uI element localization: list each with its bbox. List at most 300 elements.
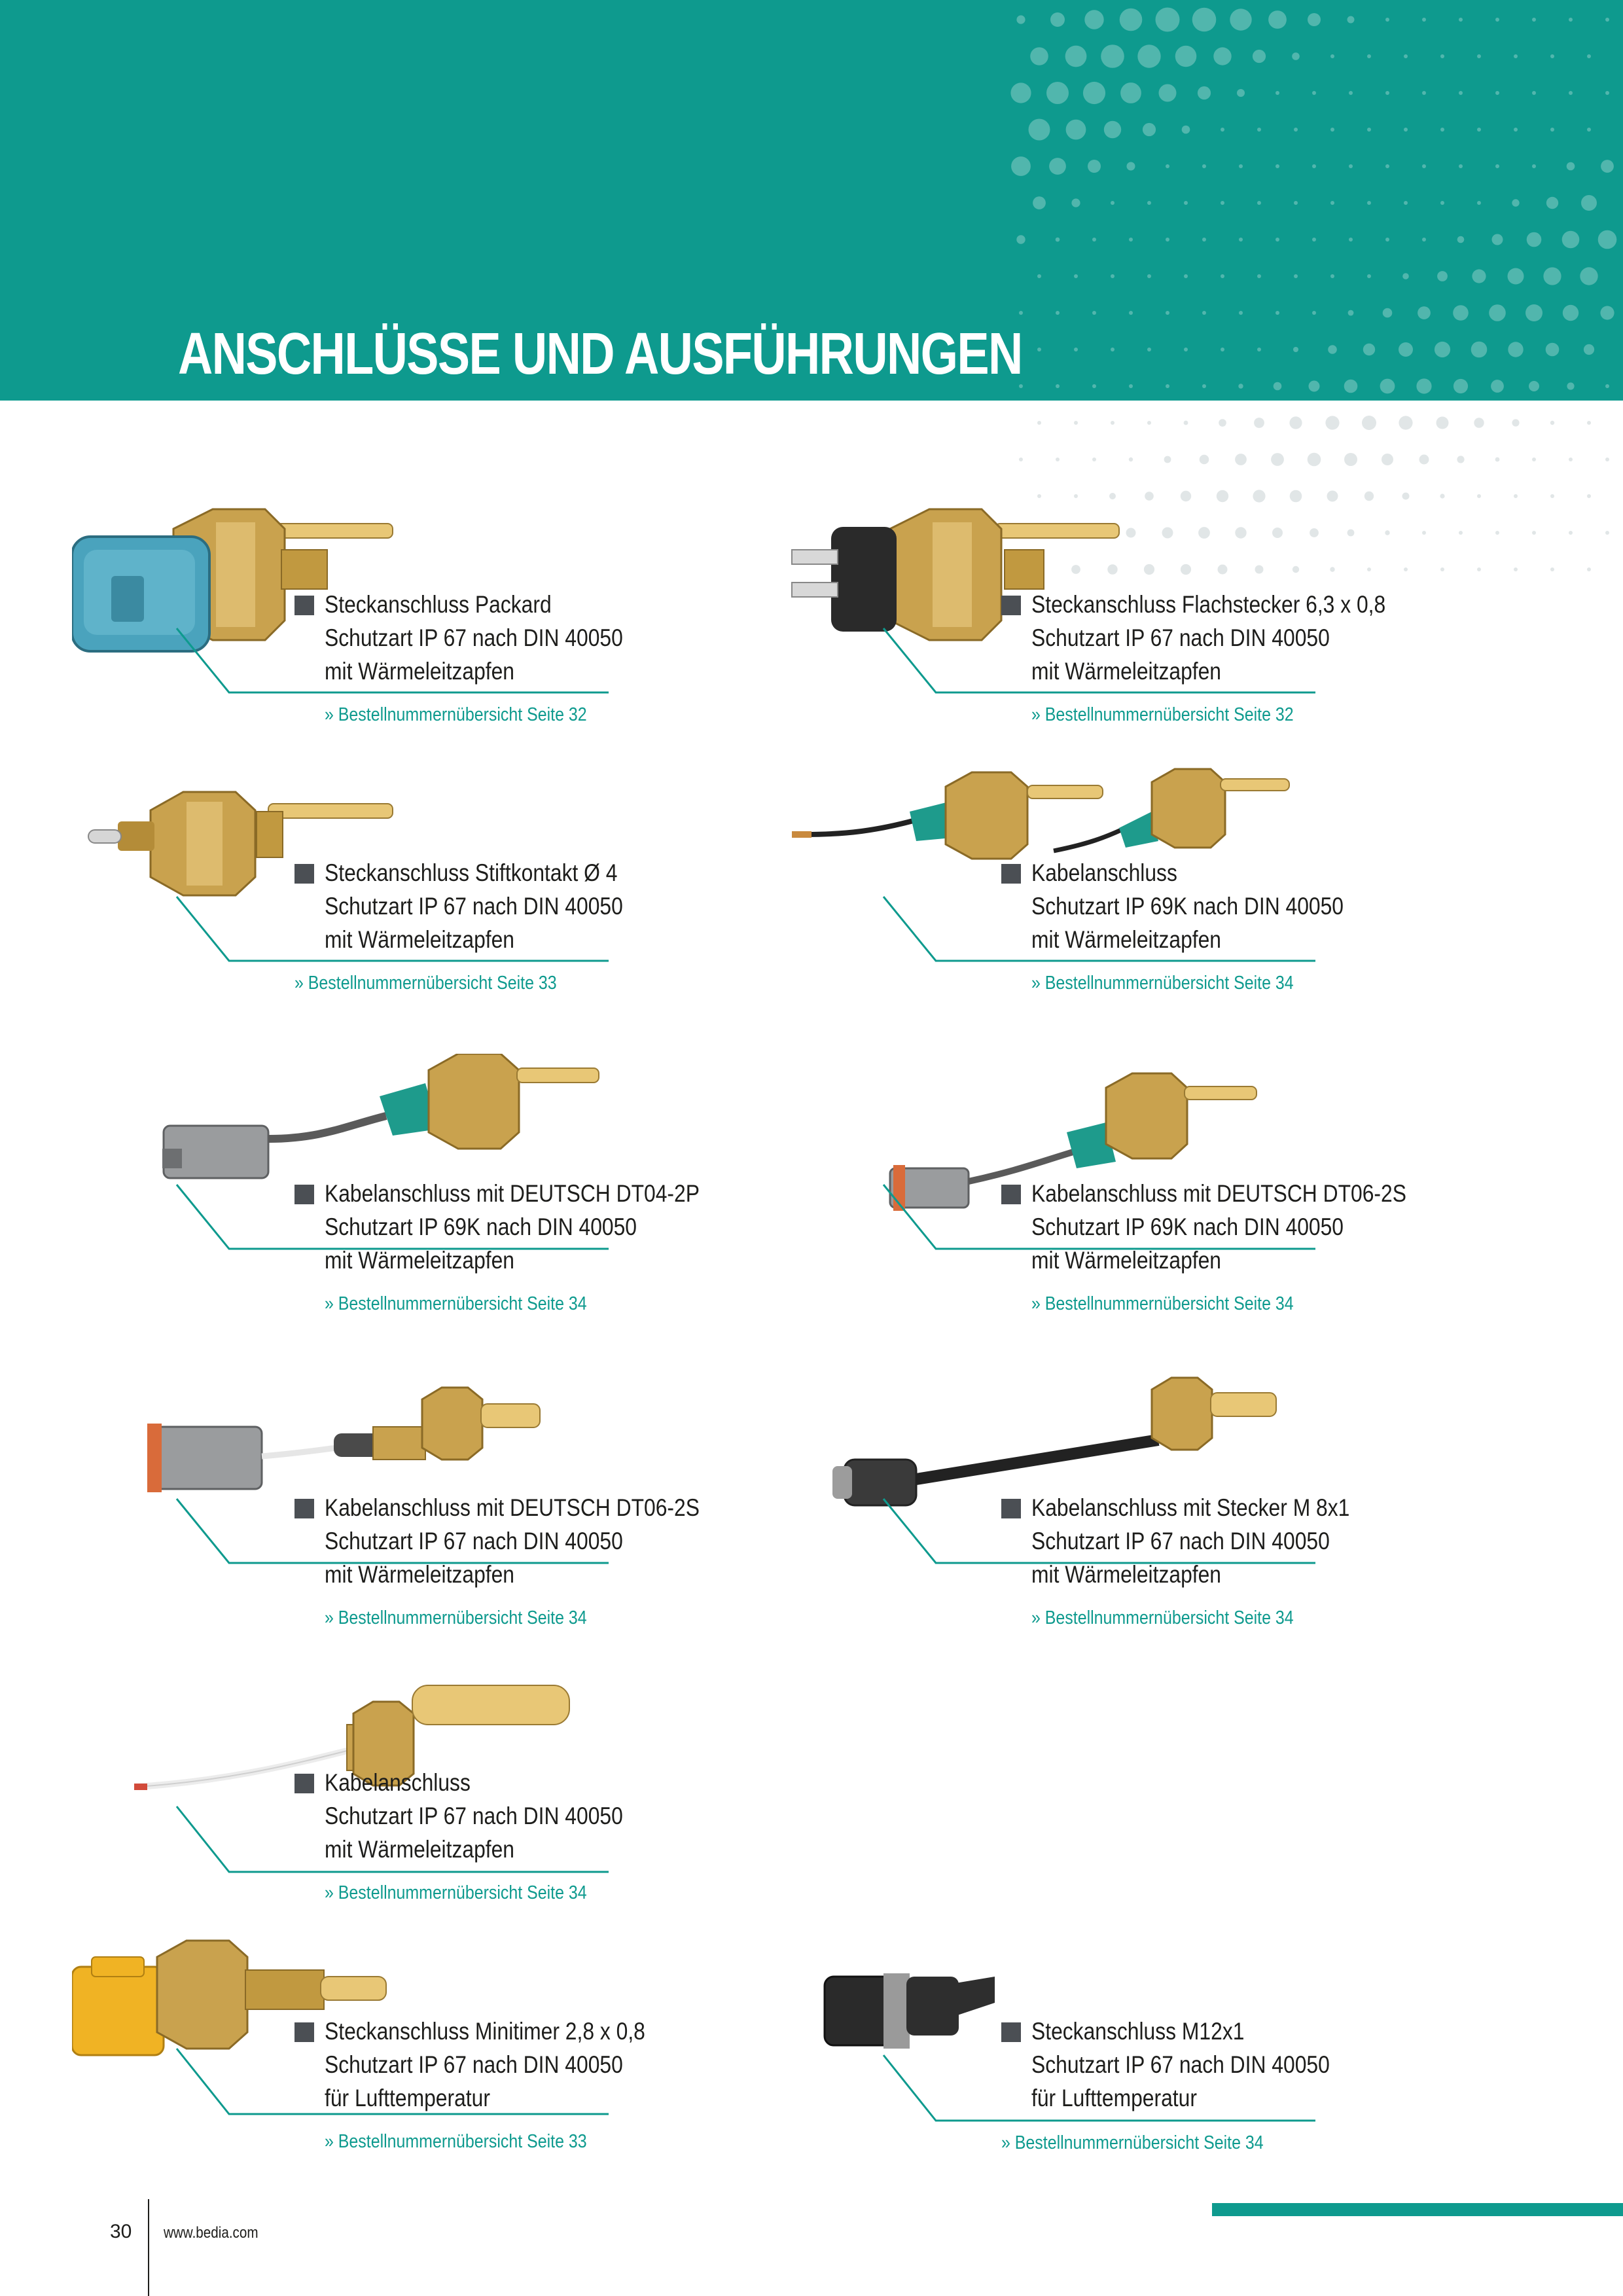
halftone-dot bbox=[1274, 382, 1282, 391]
halftone-dot bbox=[1605, 457, 1609, 461]
halftone-dot bbox=[1330, 54, 1334, 58]
halftone-dot bbox=[1019, 457, 1023, 461]
halftone-dot bbox=[1056, 311, 1060, 315]
halftone-dot bbox=[1550, 54, 1554, 58]
halftone-dot bbox=[1016, 235, 1025, 243]
halftone-dot bbox=[1202, 384, 1206, 388]
halftone-dot bbox=[1532, 531, 1536, 535]
halftone-dot bbox=[1083, 82, 1105, 104]
halftone-dot bbox=[1367, 274, 1371, 278]
halftone-dot bbox=[1598, 230, 1617, 249]
halftone-dot bbox=[1404, 54, 1408, 58]
item-title: Kabelanschluss mit Stecker M 8x1 bbox=[1031, 1494, 1350, 1521]
item-detail: mit Wärmeleitzapfen bbox=[1031, 1247, 1222, 1274]
halftone-dot bbox=[1600, 306, 1614, 319]
halftone-dot bbox=[1344, 380, 1358, 393]
halftone-dot bbox=[1166, 164, 1169, 168]
bullet-square bbox=[294, 1185, 314, 1204]
halftone-dot bbox=[1294, 201, 1298, 205]
halftone-dot bbox=[1147, 421, 1151, 425]
item-description bbox=[325, 588, 623, 688]
halftone-dot bbox=[1363, 344, 1375, 355]
product-item bbox=[779, 497, 1499, 772]
halftone-dot bbox=[1200, 455, 1209, 465]
product-item bbox=[779, 1054, 1499, 1329]
item-detail: für Lufttemperatur bbox=[325, 2085, 490, 2111]
item-detail: mit Wärmeleitzapfen bbox=[325, 1247, 515, 1274]
item-title: Steckanschluss M12x1 bbox=[1031, 2018, 1245, 2045]
product-item bbox=[72, 1649, 792, 1924]
item-protection: Schutzart IP 67 nach DIN 40050 bbox=[1031, 624, 1330, 651]
halftone-dot bbox=[1440, 54, 1444, 58]
bullet-square bbox=[294, 1774, 314, 1793]
halftone-dot bbox=[1275, 91, 1279, 95]
halftone-dot bbox=[1111, 421, 1115, 425]
halftone-dot bbox=[1399, 342, 1413, 357]
order-reference-link[interactable]: » Bestellnummernübersicht Seite 34 bbox=[1031, 973, 1294, 994]
halftone-dot bbox=[1527, 232, 1542, 247]
halftone-dot bbox=[1312, 238, 1316, 242]
bullet-square bbox=[1001, 1499, 1021, 1518]
halftone-dot bbox=[1120, 9, 1143, 31]
halftone-dot bbox=[1071, 198, 1080, 207]
halftone-dot bbox=[1230, 9, 1251, 30]
halftone-dot bbox=[1253, 50, 1266, 63]
halftone-dot bbox=[1454, 379, 1468, 393]
halftone-dot bbox=[1514, 567, 1518, 571]
order-reference-link[interactable]: » Bestellnummernübersicht Seite 32 bbox=[325, 704, 587, 725]
page-number: 30 bbox=[110, 2221, 132, 2242]
halftone-dot bbox=[1037, 348, 1041, 351]
halftone-dot bbox=[1202, 238, 1206, 242]
item-detail: für Lufttemperatur bbox=[1031, 2085, 1197, 2111]
halftone-dot bbox=[1543, 267, 1561, 285]
halftone-dot bbox=[1330, 201, 1334, 205]
halftone-dot bbox=[1495, 18, 1499, 22]
bullet-square bbox=[1001, 864, 1021, 884]
halftone-dot bbox=[1440, 128, 1444, 132]
halftone-dot bbox=[1016, 15, 1025, 24]
halftone-dot bbox=[1587, 421, 1591, 425]
halftone-dot bbox=[1088, 160, 1101, 173]
halftone-dot bbox=[1569, 18, 1573, 22]
halftone-dot bbox=[1120, 82, 1141, 103]
halftone-dot bbox=[1019, 311, 1023, 315]
halftone-dot bbox=[1508, 342, 1523, 357]
item-title: Steckanschluss Minitimer 2,8 x 0,8 bbox=[325, 2018, 645, 2045]
halftone-dot bbox=[1605, 384, 1609, 388]
halftone-dot bbox=[1330, 128, 1334, 132]
halftone-dot bbox=[1221, 201, 1224, 205]
halftone-dot bbox=[1471, 342, 1488, 358]
item-title: Kabelanschluss mit DEUTSCH DT04-2P bbox=[325, 1180, 700, 1207]
halftone-dot bbox=[1294, 128, 1298, 132]
footer-accent-bar bbox=[1212, 2203, 1623, 2216]
halftone-dot bbox=[1037, 421, 1041, 425]
halftone-dot bbox=[1137, 45, 1160, 67]
item-description bbox=[1031, 1491, 1349, 1591]
halftone-dot bbox=[1159, 84, 1177, 102]
halftone-dot bbox=[1221, 128, 1224, 132]
halftone-dot bbox=[1569, 457, 1573, 461]
halftone-dot bbox=[1532, 457, 1536, 461]
halftone-dot bbox=[1257, 274, 1261, 278]
halftone-dot bbox=[1049, 158, 1066, 175]
product-item bbox=[72, 1368, 792, 1643]
item-title: Steckanschluss Packard bbox=[325, 591, 552, 618]
halftone-dot bbox=[1074, 274, 1078, 278]
halftone-dot bbox=[1308, 13, 1321, 26]
halftone-dot bbox=[1056, 384, 1060, 388]
halftone-dot bbox=[1092, 311, 1096, 315]
halftone-dot bbox=[1349, 164, 1353, 168]
bullet-square bbox=[1001, 2022, 1021, 2042]
halftone-dot bbox=[1033, 196, 1046, 209]
halftone-dot bbox=[1550, 421, 1554, 425]
halftone-dot bbox=[1101, 45, 1124, 68]
halftone-dot bbox=[1512, 419, 1519, 426]
halftone-dot bbox=[1092, 238, 1096, 242]
halftone-dot bbox=[1293, 347, 1298, 352]
halftone-dot bbox=[1011, 156, 1031, 176]
halftone-dot bbox=[1202, 311, 1206, 315]
halftone-dot bbox=[1175, 46, 1197, 67]
halftone-dot bbox=[1605, 18, 1609, 22]
halftone-dot bbox=[1532, 18, 1536, 22]
halftone-dot bbox=[1380, 379, 1395, 394]
halftone-dot bbox=[1489, 304, 1506, 321]
halftone-dot bbox=[1129, 238, 1133, 242]
item-protection: Schutzart IP 67 nach DIN 40050 bbox=[1031, 2051, 1330, 2078]
halftone-dot bbox=[1457, 236, 1465, 243]
item-detail: mit Wärmeleitzapfen bbox=[325, 1561, 515, 1588]
halftone-dot bbox=[1312, 164, 1316, 168]
halftone-dot bbox=[1238, 384, 1243, 388]
bullet-square bbox=[294, 596, 314, 615]
bullet-square bbox=[1001, 596, 1021, 615]
halftone-dot bbox=[1066, 120, 1086, 140]
item-detail: mit Wärmeleitzapfen bbox=[325, 926, 515, 953]
order-reference-link[interactable]: » Bestellnummernübersicht Seite 34 bbox=[325, 1293, 587, 1314]
halftone-dot bbox=[1418, 306, 1431, 319]
halftone-dot bbox=[1312, 91, 1316, 95]
halftone-dot bbox=[1010, 82, 1031, 103]
halftone-dot bbox=[1348, 310, 1354, 316]
order-reference-link[interactable]: » Bestellnummernübersicht Seite 34 bbox=[325, 1882, 587, 1903]
item-detail: mit Wärmeleitzapfen bbox=[1031, 926, 1222, 953]
order-reference-link[interactable]: » Bestellnummernübersicht Seite 34 bbox=[1031, 1607, 1294, 1628]
item-protection: Schutzart IP 67 nach DIN 40050 bbox=[325, 1528, 623, 1554]
halftone-dot bbox=[1546, 197, 1558, 209]
halftone-dot bbox=[1457, 456, 1464, 463]
item-title: Kabelanschluss mit DEUTSCH DT06-2S bbox=[1031, 1180, 1406, 1207]
halftone-dot bbox=[1166, 311, 1169, 315]
halftone-dot bbox=[1289, 416, 1302, 429]
halftone-dot bbox=[1367, 54, 1371, 58]
item-protection: Schutzart IP 67 nach DIN 40050 bbox=[325, 1803, 623, 1829]
halftone-dot bbox=[1111, 201, 1115, 205]
bullet-square bbox=[294, 2022, 314, 2042]
halftone-dot bbox=[1422, 91, 1426, 95]
halftone-dot bbox=[1347, 16, 1355, 24]
halftone-dot bbox=[1239, 238, 1243, 242]
halftone-dot bbox=[1312, 311, 1316, 315]
halftone-dot bbox=[1294, 274, 1298, 278]
halftone-dot bbox=[1422, 164, 1426, 168]
halftone-dot bbox=[1383, 308, 1393, 318]
halftone-dot bbox=[1367, 201, 1371, 205]
halftone-dot bbox=[1367, 128, 1371, 132]
halftone-dot bbox=[1385, 238, 1389, 242]
order-reference-link[interactable]: » Bestellnummernübersicht Seite 33 bbox=[294, 973, 557, 994]
item-detail: mit Wärmeleitzapfen bbox=[1031, 658, 1222, 685]
halftone-dot bbox=[1275, 238, 1279, 242]
halftone-dot bbox=[1309, 381, 1320, 392]
halftone-dot bbox=[1308, 453, 1321, 467]
halftone-dot bbox=[1587, 567, 1591, 571]
halftone-dot bbox=[1385, 164, 1389, 168]
halftone-dot bbox=[1164, 456, 1171, 463]
halftone-dot bbox=[1399, 416, 1412, 429]
halftone-dot bbox=[1529, 381, 1539, 391]
halftone-dot bbox=[1474, 418, 1484, 427]
item-protection: Schutzart IP 67 nach DIN 40050 bbox=[325, 624, 623, 651]
halftone-dot bbox=[1065, 46, 1087, 67]
item-description bbox=[1031, 1177, 1406, 1277]
item-title: Steckanschluss Flachstecker 6,3 x 0,8 bbox=[1031, 591, 1386, 618]
item-description bbox=[325, 856, 623, 956]
halftone-dot bbox=[1221, 274, 1224, 278]
halftone-dot bbox=[1562, 231, 1580, 249]
halftone-dot bbox=[1508, 268, 1524, 285]
halftone-dot bbox=[1198, 86, 1211, 99]
halftone-dot bbox=[1239, 164, 1243, 168]
item-title: Kabelanschluss bbox=[325, 1769, 471, 1796]
item-title: Steckanschluss Stiftkontakt Ø 4 bbox=[325, 859, 618, 886]
halftone-dot bbox=[1074, 348, 1078, 351]
halftone-dot bbox=[1349, 238, 1353, 242]
halftone-dot bbox=[1362, 416, 1376, 430]
halftone-dot bbox=[1257, 128, 1261, 132]
halftone-dot bbox=[1550, 128, 1554, 132]
halftone-dot bbox=[1235, 454, 1247, 465]
halftone-dot bbox=[1402, 273, 1409, 279]
product-item bbox=[779, 766, 1499, 1041]
halftone-dot bbox=[1325, 416, 1339, 429]
halftone-dot bbox=[1605, 91, 1609, 95]
halftone-dot bbox=[1213, 47, 1231, 65]
halftone-dot bbox=[1237, 89, 1245, 97]
halftone-dot bbox=[1580, 267, 1597, 285]
item-description bbox=[325, 1766, 623, 1866]
halftone-dot bbox=[1563, 305, 1578, 321]
halftone-dot bbox=[1525, 304, 1543, 321]
halftone-dot bbox=[1127, 162, 1135, 171]
halftone-dot bbox=[1349, 91, 1353, 95]
halftone-dot bbox=[1092, 384, 1096, 388]
halftone-dot bbox=[1275, 311, 1279, 315]
halftone-dot bbox=[1104, 121, 1121, 138]
halftone-dot bbox=[1219, 419, 1226, 427]
halftone-dot bbox=[1550, 494, 1554, 498]
item-title: Kabelanschluss mit DEUTSCH DT06-2S bbox=[325, 1494, 700, 1521]
halftone-dot bbox=[1416, 378, 1431, 393]
order-reference-link[interactable]: » Bestellnummernübersicht Seite 34 bbox=[1031, 1293, 1294, 1314]
halftone-dot bbox=[1459, 18, 1463, 22]
product-item bbox=[72, 1931, 792, 2206]
bullet-square bbox=[294, 1499, 314, 1518]
product-item bbox=[72, 1054, 792, 1329]
bullet-square bbox=[294, 864, 314, 884]
halftone-dot bbox=[1435, 342, 1450, 357]
halftone-dot bbox=[1492, 234, 1503, 245]
halftone-dot bbox=[1550, 567, 1554, 571]
halftone-dot bbox=[1257, 348, 1261, 351]
halftone-dot bbox=[1084, 10, 1103, 29]
bullet-square bbox=[1001, 1185, 1021, 1204]
halftone-dot bbox=[1437, 271, 1448, 281]
item-description bbox=[325, 1491, 700, 1591]
halftone-dot bbox=[1569, 531, 1573, 535]
halftone-dot bbox=[1605, 531, 1609, 535]
halftone-dot bbox=[1074, 421, 1078, 425]
halftone-dot bbox=[1584, 344, 1594, 355]
halftone-dot bbox=[1056, 238, 1060, 242]
halftone-dot bbox=[1422, 18, 1426, 22]
halftone-dot bbox=[1440, 201, 1444, 205]
halftone-dot bbox=[1514, 494, 1518, 498]
halftone-dot bbox=[1111, 348, 1115, 351]
order-reference-link[interactable]: » Bestellnummernübersicht Seite 32 bbox=[1031, 704, 1294, 725]
halftone-dot bbox=[1147, 274, 1151, 278]
product-item bbox=[779, 1931, 1499, 2206]
item-protection: Schutzart IP 69K nach DIN 40050 bbox=[1031, 1213, 1344, 1240]
halftone-dot bbox=[1385, 18, 1389, 22]
halftone-dot bbox=[1495, 91, 1499, 95]
halftone-dot bbox=[1030, 47, 1048, 65]
item-description bbox=[325, 1177, 700, 1277]
halftone-dot bbox=[1419, 455, 1429, 465]
halftone-dot bbox=[1184, 201, 1188, 205]
item-detail: mit Wärmeleitzapfen bbox=[325, 1836, 515, 1863]
halftone-dot bbox=[1491, 380, 1504, 393]
halftone-dot bbox=[1601, 160, 1614, 173]
halftone-dot bbox=[1587, 494, 1591, 498]
halftone-dot bbox=[1472, 269, 1486, 283]
halftone-dot bbox=[1050, 12, 1065, 27]
order-reference-link[interactable]: » Bestellnummernübersicht Seite 34 bbox=[1001, 2132, 1264, 2153]
halftone-dot bbox=[1587, 54, 1591, 58]
item-description bbox=[325, 2015, 645, 2115]
halftone-dot bbox=[1587, 128, 1591, 132]
halftone-dot bbox=[1111, 274, 1115, 278]
halftone-dot bbox=[1546, 343, 1560, 357]
halftone-dot bbox=[1275, 164, 1279, 168]
halftone-dot bbox=[1532, 91, 1536, 95]
halftone-dot bbox=[1046, 82, 1069, 104]
item-protection: Schutzart IP 69K nach DIN 40050 bbox=[325, 1213, 637, 1240]
footer-url[interactable]: www.bedia.com bbox=[164, 2224, 259, 2242]
halftone-dot bbox=[1092, 457, 1096, 461]
halftone-dot bbox=[1404, 201, 1408, 205]
product-item bbox=[72, 497, 792, 772]
halftone-dot bbox=[1436, 417, 1449, 429]
halftone-dot bbox=[1271, 453, 1284, 466]
halftone-dot bbox=[1156, 8, 1180, 32]
halftone-dot bbox=[1477, 201, 1481, 205]
halftone-dot bbox=[1129, 311, 1133, 315]
halftone-dot bbox=[1514, 128, 1518, 132]
order-reference-link[interactable]: » Bestellnummernübersicht Seite 33 bbox=[325, 2131, 587, 2152]
item-description bbox=[1031, 588, 1385, 688]
halftone-dot bbox=[1495, 457, 1500, 462]
halftone-dot bbox=[1567, 382, 1574, 389]
halftone-dot bbox=[1292, 52, 1300, 60]
halftone-dot bbox=[1330, 274, 1334, 278]
item-title: Kabelanschluss bbox=[1031, 859, 1177, 886]
halftone-dot bbox=[1202, 164, 1206, 168]
halftone-dot bbox=[1404, 128, 1408, 132]
halftone-dot bbox=[1147, 201, 1151, 205]
halftone-dot bbox=[1166, 238, 1169, 242]
halftone-dot bbox=[1147, 348, 1151, 351]
product-item bbox=[779, 1368, 1499, 1643]
halftone-dot bbox=[1184, 274, 1188, 278]
halftone-dot bbox=[1569, 91, 1573, 95]
halftone-dot bbox=[1581, 195, 1597, 211]
halftone-dot bbox=[1382, 454, 1393, 465]
halftone-dot bbox=[1459, 164, 1463, 168]
footer-divider bbox=[148, 2199, 149, 2296]
item-protection: Schutzart IP 67 nach DIN 40050 bbox=[325, 893, 623, 920]
item-protection: Schutzart IP 69K nach DIN 40050 bbox=[1031, 893, 1344, 920]
halftone-dot bbox=[1532, 164, 1536, 168]
halftone-dot bbox=[1129, 457, 1133, 461]
item-protection: Schutzart IP 67 nach DIN 40050 bbox=[1031, 1528, 1330, 1554]
halftone-dot bbox=[1495, 164, 1499, 168]
item-protection: Schutzart IP 67 nach DIN 40050 bbox=[325, 2051, 623, 2078]
halftone-dot bbox=[1514, 54, 1518, 58]
halftone-dot bbox=[1385, 91, 1389, 95]
halftone-dot bbox=[1056, 457, 1060, 461]
halftone-dot bbox=[1257, 201, 1261, 205]
halftone-dot bbox=[1029, 119, 1050, 141]
halftone-dot bbox=[1239, 311, 1243, 315]
halftone-dot bbox=[1037, 274, 1041, 278]
halftone-dot bbox=[1182, 126, 1190, 134]
halftone-dot bbox=[1268, 10, 1287, 29]
halftone-dot bbox=[1477, 128, 1481, 132]
item-detail: mit Wärmeleitzapfen bbox=[325, 658, 515, 685]
halftone-dot bbox=[1567, 162, 1575, 171]
halftone-dot bbox=[1459, 91, 1463, 95]
product-item bbox=[72, 766, 792, 1041]
halftone-dot bbox=[1143, 123, 1156, 136]
halftone-dot bbox=[1328, 345, 1337, 354]
halftone-dot bbox=[1221, 348, 1224, 351]
halftone-dot bbox=[1166, 384, 1169, 388]
halftone-dot bbox=[1512, 199, 1519, 206]
item-description bbox=[1031, 856, 1344, 956]
halftone-dot bbox=[1184, 348, 1188, 351]
item-detail: mit Wärmeleitzapfen bbox=[1031, 1561, 1222, 1588]
halftone-dot bbox=[1422, 238, 1426, 242]
order-reference-link[interactable]: » Bestellnummernübersicht Seite 34 bbox=[325, 1607, 587, 1628]
halftone-dot bbox=[1129, 384, 1133, 388]
halftone-dot bbox=[1192, 8, 1217, 32]
halftone-dot bbox=[1453, 305, 1469, 321]
item-description bbox=[1031, 2015, 1330, 2115]
